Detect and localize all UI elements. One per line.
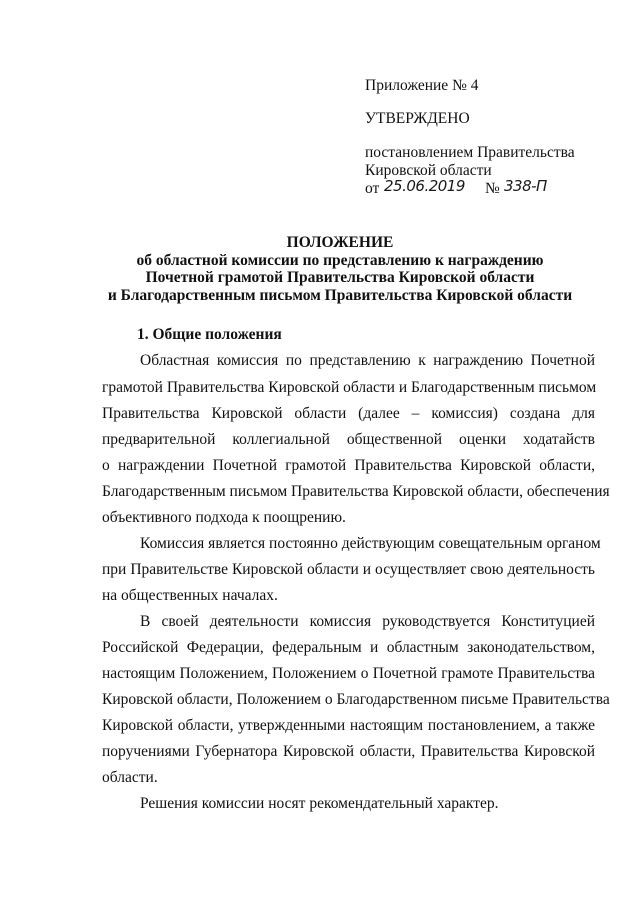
- paragraph-line: предварительной коллегиальной общественной оценки ходатайств: [102, 431, 595, 448]
- section-heading: 1. Общие положения: [137, 326, 282, 343]
- paragraph-line: В своей деятельности комиссия руководствуется Конституцией: [140, 613, 595, 630]
- paragraph-line: объективного подхода к поощрению.: [102, 509, 346, 526]
- paragraph-line: Кировской области, утвержденными настоящим постановлением, а также: [102, 717, 595, 734]
- title-subline-2: Почетной грамотой Правительства Кировской области: [145, 269, 535, 286]
- number-label: №: [485, 180, 500, 197]
- decree-line-1: постановлением Правительства: [365, 144, 575, 161]
- decree-line-2: Кировской области: [365, 162, 492, 179]
- paragraph-line: на общественных началах.: [102, 587, 278, 604]
- paragraph-line: Кировской области, Положением о Благодарственном письме Правительства: [102, 691, 610, 708]
- paragraph-line: Решения комиссии носят рекомендательный характер.: [140, 795, 499, 812]
- handwritten-number: 338-П: [504, 177, 547, 195]
- paragraph-line: грамотой Правительства Кировской области и Благодарственным письмом: [102, 379, 597, 396]
- paragraph-line: области.: [102, 769, 158, 786]
- paragraph-line: настоящим Положением, Положением о Почетной грамоте Правительства: [102, 665, 595, 682]
- paragraph-line: Российской Федерации, федеральным и областным законодательством,: [102, 639, 595, 656]
- paragraph-line: Областная комиссия по представлению к награждению Почетной: [140, 352, 595, 369]
- from-label: от: [365, 180, 380, 197]
- handwritten-date: 25.06.2019: [384, 177, 465, 195]
- title-subline-3: и Благодарственным письмом Правительства Кировской области: [107, 287, 573, 304]
- paragraph-line: Благодарственным письмом Правительства Кировской области, обеспечения: [102, 483, 610, 500]
- title-subline-1: об областной комиссии по представлению к награждению: [136, 252, 544, 269]
- paragraph-line: при Правительстве Кировской области и осуществляет свою деятельность: [102, 561, 595, 578]
- paragraph-line: Правительства Кировской области (далее – комиссия) создана для: [102, 405, 595, 422]
- paragraph-line: Комиссия является постоянно действующим совещательным органом: [140, 535, 601, 552]
- document-title: ПОЛОЖЕНИЕ: [286, 234, 394, 251]
- paragraph-line: о награждении Почетной грамотой Правительства Кировской области,: [102, 457, 595, 474]
- appendix-label: Приложение № 4: [365, 77, 479, 94]
- paragraph-line: поручениями Губернатора Кировской области, Правительства Кировской: [102, 743, 595, 760]
- approved-label: УТВЕРЖДЕНО: [365, 110, 470, 127]
